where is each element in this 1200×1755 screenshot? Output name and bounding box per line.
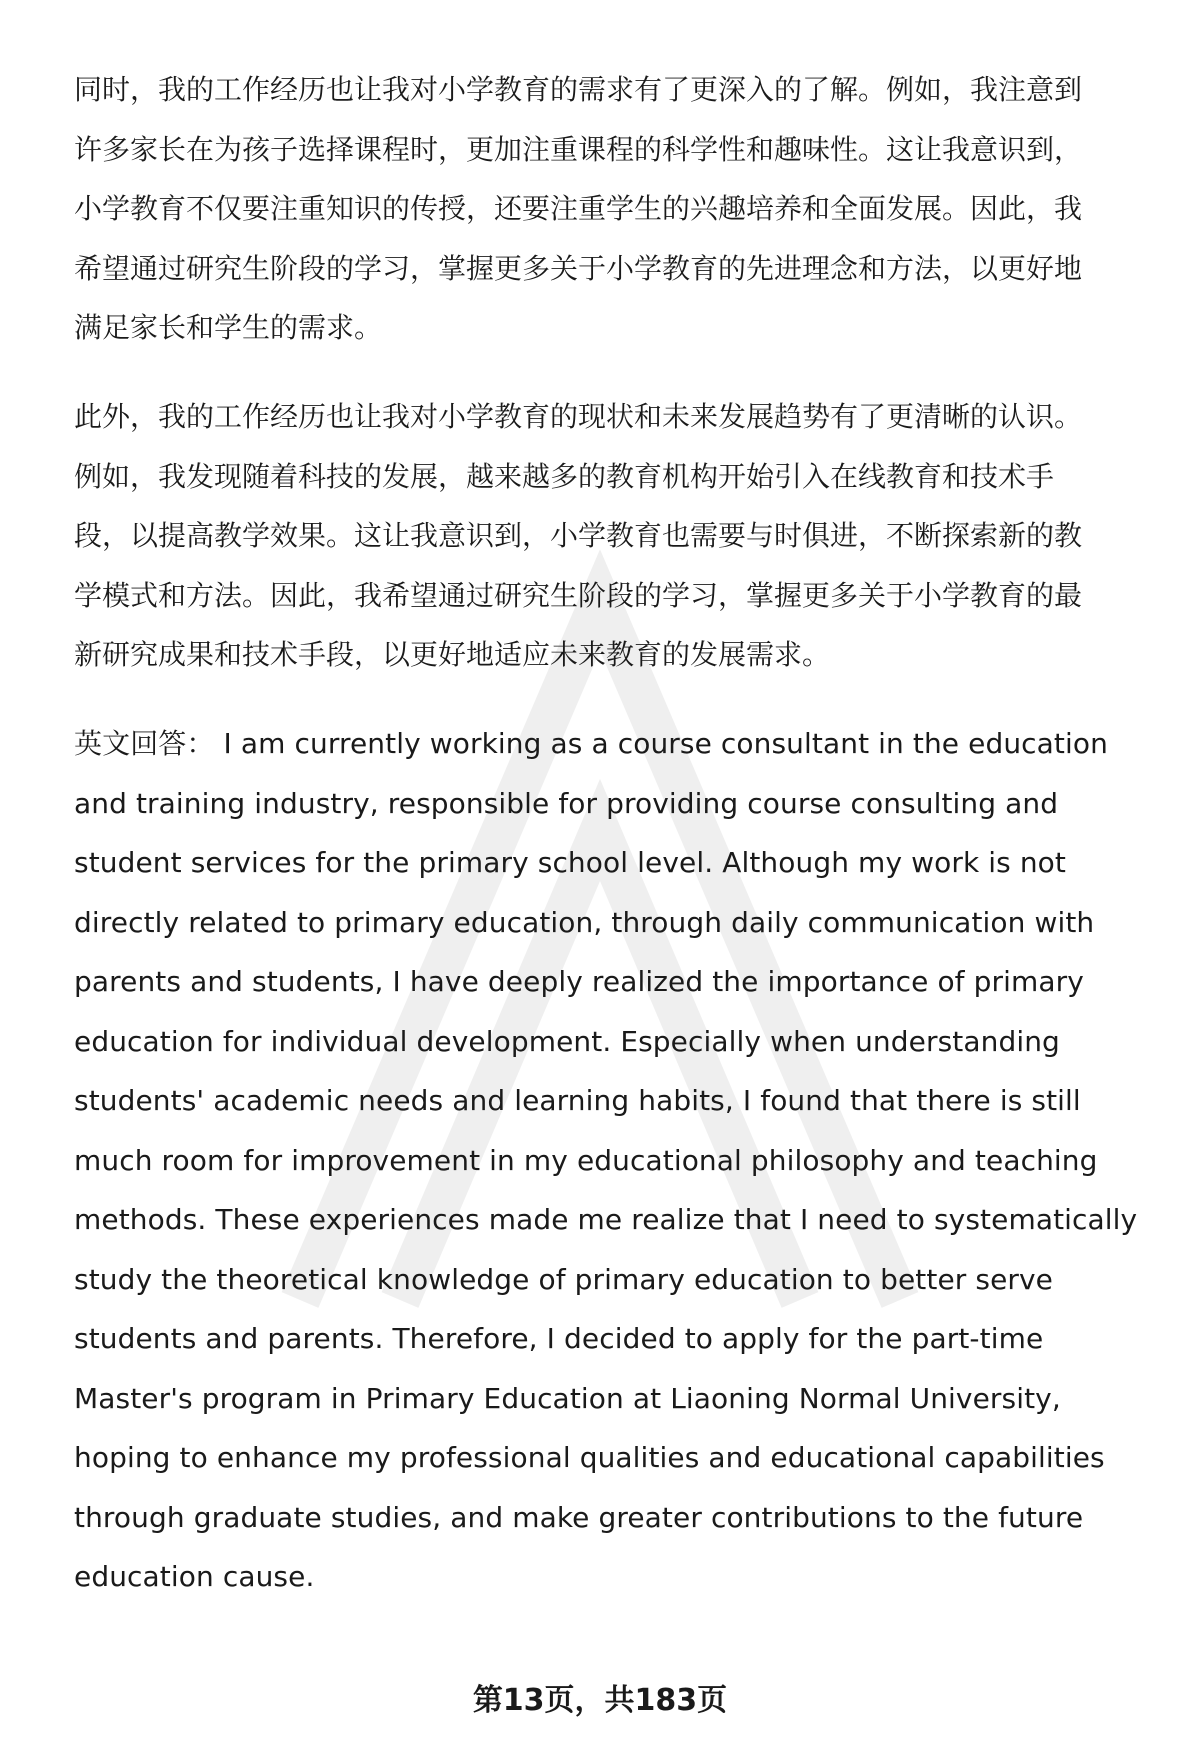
text-line: students and parents. Therefore, I decided to apply for the part-time [74,1322,1044,1355]
paragraph-trends [74,387,1154,685]
text-line: 段，以提高教学效果。这让我意识到，小学教育也需要与时俱进，不断探索新的教 [74,519,1083,552]
text-line: 例如，我发现随着科技的发展，越来越多的教育机构开始引入在线教育和技术手 [74,459,1055,493]
text-line: hoping to enhance my professional qualities and educational capabilities [74,1441,1105,1474]
text-line: and training industry, responsible for providing course consulting and [74,786,1059,820]
text-line: 希望通过研究生阶段的学习，掌握更多关于小学教育的先进理念和方法，以更好地 [74,251,1083,285]
text-line: Master's program in Primary Education at Liaoning Normal University, [74,1381,1061,1415]
paragraph-english-answer [74,714,1154,1607]
text-line: study the theoretical knowledge of primary education to better serve [74,1262,1054,1296]
text-line: 此外，我的工作经历也让我对小学教育的现状和未来发展趋势有了更清晰的认识。 [74,400,1083,433]
text-line: 英文回答： I am currently working as a course consultant in the education [74,727,1108,760]
text-line: 学模式和方法。因此，我希望通过研究生阶段的学习，掌握更多关于小学教育的最 [74,578,1083,612]
text-line: education for individual development. Especially when understanding [74,1024,1060,1058]
text-line: education cause. [74,1560,315,1593]
text-line: 小学教育不仅要注重知识的传授，还要注重学生的兴趣培养和全面发展。因此，我 [74,192,1083,225]
paragraph-work-needs [74,60,1154,358]
text-line: 新研究成果和技术手段，以更好地适应未来教育的发展需求。 [74,638,831,671]
text-line: 满足家长和学生的需求。 [74,311,383,344]
text-line: 许多家长在为孩子选择课程时，更加注重课程的科学性和趣味性。这让我意识到， [74,132,1083,166]
text-line: through graduate studies, and make greater contributions to the future [74,1500,1084,1534]
text-line: directly related to primary education, through daily communication with [74,905,1095,939]
text-line: student services for the primary school level. Although my work is not [74,846,1066,879]
text-line: 同时，我的工作经历也让我对小学教育的需求有了更深入的了解。例如，我注意到 [74,73,1083,106]
text-line: students' academic needs and learning habits, I found that there is still [74,1084,1081,1117]
text-line: much room for improvement in my educational philosophy and teaching [74,1143,1098,1177]
text-line: methods. These experiences made me realize that I need to systematically [74,1203,1138,1236]
page-number: 第13页，共183页 [472,1683,728,1718]
text-line: parents and students, I have deeply realized the importance of primary [74,965,1084,998]
